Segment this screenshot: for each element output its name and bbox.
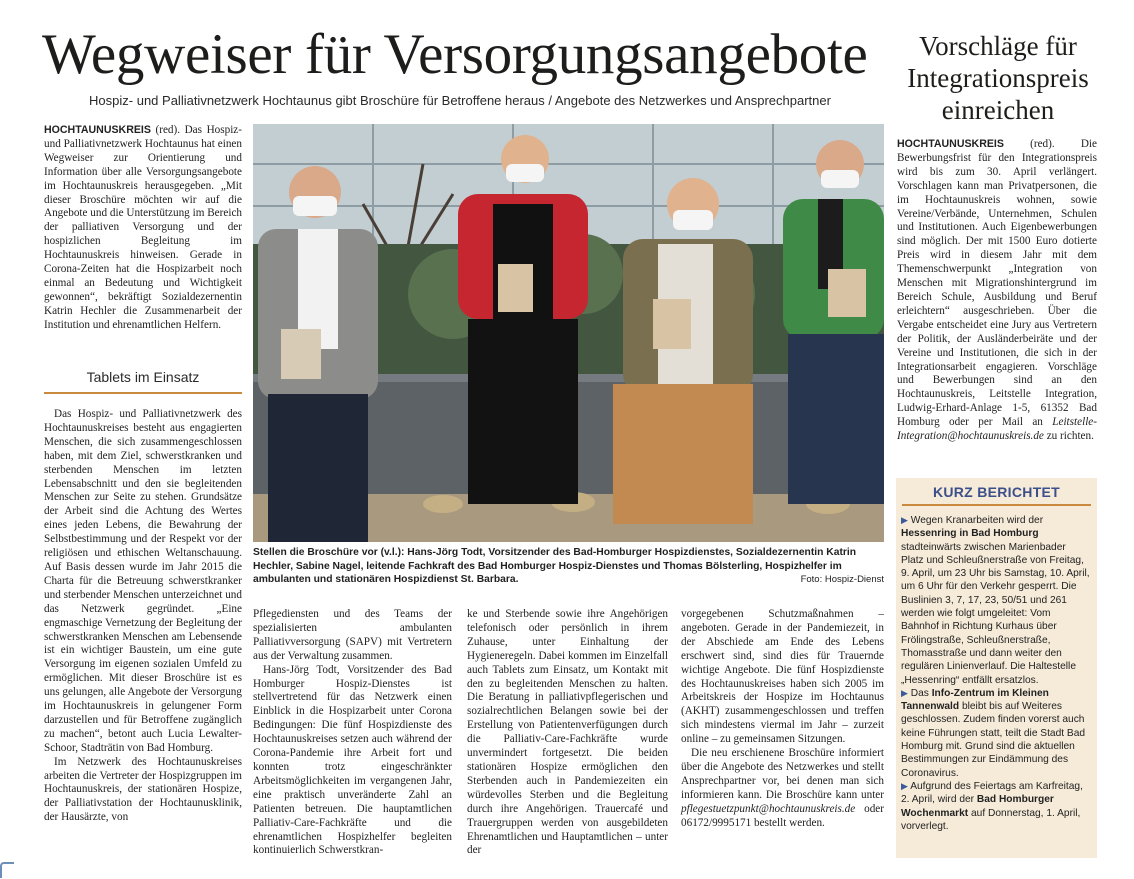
news-item: ▶ Aufgrund des Feiertags am Karfreitag, 2. April, wird der Bad Homburger Wochenmarkt auf Donnerstag, 1. April, vorverlegt. bbox=[901, 780, 1083, 832]
article-subheadline: Hospiz- und Palliativnetzwerk Hochtaunus gibt Broschüre für Betroffene heraus / Angebote des Netzwerkes und Ansprechpartner bbox=[89, 93, 831, 108]
paragraph: Pflegediensten und des Teams der spezialisierten ambulanten Palliativversorgung (SAPV) mit Vertretern aus der Verwaltung zusammen. bbox=[253, 608, 452, 662]
section-subtitle bbox=[44, 364, 242, 394]
corner-mark bbox=[0, 862, 14, 878]
subtitle-text: Tablets im Einsatz bbox=[86, 369, 200, 385]
article-headline: Wegweiser für Versorgungsangebote bbox=[42, 23, 868, 86]
paragraph: Hans-Jörg Todt, Vorsitzender des Bad Homburger Hospiz-Dienstes ist stellvertretend für das Netzwerk einen Einblick in die Hospizarbeit unter Corona Bedingungen: Die fünf Hospizdienste des Hochtaunuskreises setzen auch während der Corona-Pandemie ihre Arbeit fort und konnten trotz eingeschränkter Arbeitsmöglichkeiten im vergangenen Jahr, eine praktisch unveränderte Zahl an Patienten betreuen. Die hauptamtlichen Palliativ-Care-Fachkräfte und die ehrenamtlichen Hospizhelfer begleiten kontinuierlich Schwerstkran- bbox=[253, 663, 452, 857]
photo-illustration bbox=[253, 124, 884, 542]
article-column-4 bbox=[681, 608, 884, 831]
paragraph: Die neu erschienene Broschüre informiert über die Angebote des Netzwerkes und stellt Ansprechpartner vor, bei denen man sich informieren kann. Die Broschüre kann unter pflegestuetzpunkt@hochtaunuskreis.de oder 06172/9995171 bestellt werden. bbox=[681, 747, 884, 829]
article-column-3 bbox=[467, 608, 668, 858]
article-photo bbox=[253, 124, 884, 542]
kurz-divider bbox=[902, 504, 1091, 506]
triangle-bullet-icon: ▶ bbox=[901, 687, 908, 698]
caption-text: Stellen die Broschüre vor (v.l.): Hans-Jörg Todt, Vorsitzender des Bad-Homburger Hospizdienstes, Sozialdezernentin Katrin Hechler, Sabine Nagel, leitende Fachkraft des Bad Homburger Hospiz-Dienstes und Thomas Bölsterling, Hospizhelfer im ambulanten und stationären Hospizdienst St. Barbara. bbox=[253, 547, 857, 586]
news-item: ▶ Das Info-Zentrum im Kleinen Tannenwald bleibt bis auf Weiteres geschlossen. Zudem finden vorerst auch keine Führungen statt, teilt die Stadt Bad Homburg mit. Grund sind die aktuellen Bestimmungen zur Eindämmung des Coronavirus. bbox=[901, 687, 1086, 779]
article-intro: HOCHTAUNUSKREIS (red). Das Hospiz- und Palliativnetzwerk Hochtaunus hat einen Wegweiser zur Orientierung und Information über alle Versorgungsangebote im Hochtaunuskreis herausgegeben. „Mit dieser Broschüre möchten wir auf die Angebote und die Unterstützung im Bereich der palliativen Versorgung und der hospizlichen Begleitung im Hochtaunuskreis hinweisen. Gerade in Corona-Zeiten hat die Hospizarbeit noch einmal an Bedeutung und Wichtigkeit gewonnen“, bekräftigt Sozialdezernentin Katrin Hechler die Zusammenarbeit der Institution und ehrenamtlichen Helfern. bbox=[44, 124, 242, 331]
article-column-2 bbox=[253, 608, 452, 858]
paragraph: ke und Sterbende sowie ihre Angehörigen telefonisch oder persönlich in ihrem Zuhause, unter Einhaltung der Hygieneregeln. Dabei kommen im Einzelfall auch Tablets zum Einsatz, um Kontakt mit den zu begleitenden Menschen zu halten. Die Beratung in palliativpflegerischen und sozialrechtlichen Belangen sowie bei der Erstellung von Patientenverfügungen durch die Palliativ-Care-Fachkräfte wurde unvermindert fortgesetzt. Die beiden stationären Hospize ermöglichen den Sterbenden auch in Pandemiezeiten ein würdevolles Sterben und die Begleitung durch ihre Angehörigen. Trauercafé und Trauergruppen werden von ausgebildeten Ehrenamtlichen und Hauptamtlichen – unter der bbox=[467, 608, 668, 857]
triangle-bullet-icon: ▶ bbox=[901, 515, 908, 525]
photo-caption bbox=[253, 546, 884, 587]
side-article-body: HOCHTAUNUSKREIS (red). Die Bewerbungsfrist für den Integrationspreis wird bis zum 30. April verlängert. Vorschlagen kann man Privatpersonen, die im Hochtaunuskreis wohnen, sowie Vereine/Verbände, Unternehmen, Schulen und Institutionen. Auch Eigenbewerbungen sind möglich. Der mit 1500 Euro dotierte Preis wird in diesem Jahr mit dem Themenschwerpunkt „Integration von Menschen mit Migrationshintergrund im Bereich Schule, Ausbildung und Beruf erleichtern“ ausgeschrieben. Über die Vergabe entscheidet eine Jury aus Vertretern der Politik, der Ausländerbeiräte und der Vereine und Institutionen, die sich in der Integrationsarbeit engagieren. Vorschläge und Bewerbungen sind an den Hochtaunuskreis, Leitstelle Integration, Ludwig-Erhard-Anlage 1-5, 61352 Bad Homburg oder per Mail an Leitstelle-Integration@hochtaunuskreis.de zu richten. bbox=[897, 138, 1097, 443]
paragraph: Das Hospiz- und Palliativnetzwerk des Hochtaunuskreises besteht aus engagierten Menschen, die sich zusammengeschlossen haben, mit dem Ziel, schwerstkranken und sterbenden Menschen im letzten Lebensabschnitt und den sie begleitenden Menschen zur Seite zu stehen. Grundsätze der Arbeit sind die Achtung des Wertes eines jeden Lebens, die Bewahrung der Selbstbestimmung und der Respekt vor der religiösen und ethischen Weltanschauung. Auf Basis dessen wurde im Jahr 2015 die Charta für die Betreuung schwerstkranker und sterbender Menschen unterzeichnet und das Netzwerk gegründet. „Eine engmaschige Vernetzung der Begleitung der schwerstkranken Menschen am Lebensende ist ein wichtiger Baustein, um eine gute Versorgung im eigenen sozialen Umfeld zu ermöglichen. Mit dieser Broschüre ist es uns gelungen, alle Angebote der Versorgung im Hochtaunuskreis in gelungener Form darzustellen und für Betroffene zugänglich zu machen“, betont auch Lucia Lewalter-Schoor, Stadträtin von Bad Homburg. bbox=[44, 408, 242, 754]
order-email[interactable]: pflegestuetzpunkt@hochtaunuskreis.de bbox=[681, 802, 856, 815]
article-column-1 bbox=[44, 408, 242, 825]
paragraph: vorgegebenen Schutzmaßnahmen – angeboten. Gerade in der Pandemiezeit, in der Abschiede am Ende des Lebens erschwert sind, sind dies für Trauernde wichtige Angebote. Die fünf Hospizdienste des Hochtaunuskreises haben sich 2005 im Arbeitskreis der Hospize im Hochtaunus (AKHT) zusammengeschlossen und treffen sich mindestens viermal im Jahr – zurzeit online – zu gemeinsamen Sitzungen. bbox=[681, 608, 884, 746]
news-item: ▶ Wegen Kranarbeiten wird der Hessenring in Bad Homburg stadteinwärts zwischen Marienbader Platz und Schleußnerstraße von Freitag, 9. April, um 23 Uhr bis Samstag, 10. April, um 6 Uhr für den Verkehr gesperrt. Die Buslinien 3, 7, 17, 23, 50/51 und 261 werden wie folgt umgeleitet: Vom Bahnhof in Richtung Kurhaus über Frölingstraße, Schleußnerstraße, Thomasstraße und dann weiter den regulären Linienverlauf. Die Haltestelle „Hessenring“ entfällt ersatzlos. bbox=[901, 515, 1090, 686]
kurz-berichtet-title: KURZ BERICHTET bbox=[932, 484, 1061, 500]
side-article-email[interactable]: Leitstelle-Integration@hochtaunuskreis.de bbox=[897, 416, 1097, 443]
dateline: HOCHTAUNUSKREIS bbox=[44, 124, 151, 136]
side-dateline: HOCHTAUNUSKREIS bbox=[897, 138, 1004, 150]
paragraph: Im Netzwerk des Hochtaunuskreises arbeiten die Vertreter der Hospizgruppen im Hochtaunuskreis, der stationären Hospize, der Palliativstation der Hochtaunusklinik, der Hausärzte, von bbox=[44, 755, 242, 824]
kurz-berichtet-body bbox=[901, 514, 1091, 833]
side-article-headline: Vorschläge für Integrationspreis einreichen bbox=[907, 31, 1089, 125]
photo-credit: Foto: Hospiz-Dienst bbox=[800, 574, 884, 586]
triangle-bullet-icon: ▶ bbox=[901, 780, 908, 791]
